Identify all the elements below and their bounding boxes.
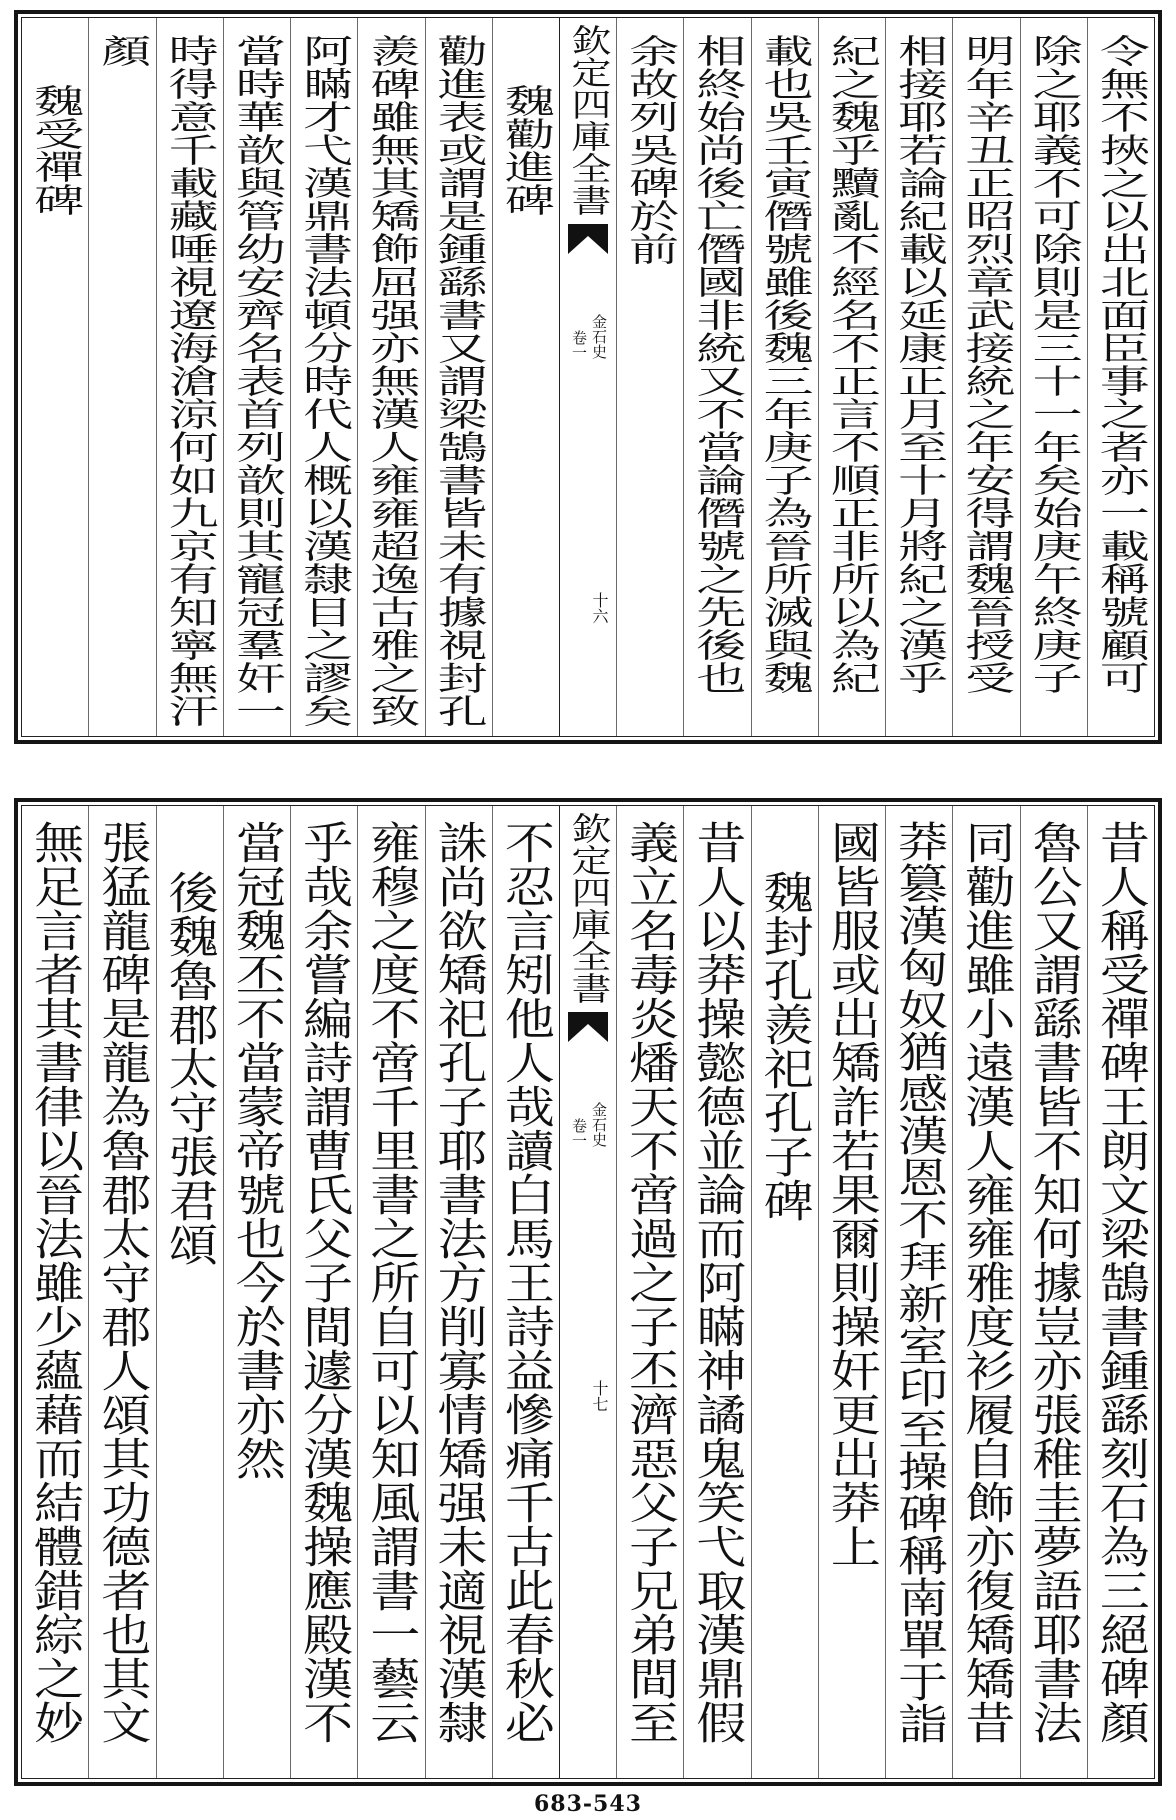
fishtail-mark: [568, 224, 608, 254]
text-column: [156, 18, 223, 736]
column-text: 昔人以莽操懿德並論而阿瞞神譎鬼笑弋取漢鼎假: [688, 820, 747, 1744]
lower-page: [14, 798, 1162, 1786]
text-column: [818, 806, 885, 1778]
volume-label: 卷一: [570, 1118, 588, 1148]
column-text: 明年辛丑正昭烈章武接統之年安得謂魏晉授受: [957, 34, 1016, 694]
text-column: [751, 18, 818, 736]
column-text: 魯公又謂繇書皆不知何據豈亦張稚圭夢語耶書法: [1024, 820, 1083, 1744]
text-column: [952, 18, 1019, 736]
column-text: 余故列吳碑於前: [621, 34, 680, 265]
text-column: [1020, 806, 1087, 1778]
section-heading: 後魏魯郡太守張君頌: [160, 870, 219, 1266]
text-column: [683, 806, 750, 1778]
page-number: 十六: [590, 592, 609, 624]
book-title: 金石史: [590, 314, 608, 359]
banner-title: 欽定四庫全書: [565, 812, 611, 1004]
fishtail-mark: [568, 1012, 608, 1042]
text-column: [223, 806, 290, 1778]
column-text: 相接耶若論紀載以延康正月至十月將紀之漢乎: [890, 34, 949, 694]
column-text: 令無不挾之以出北面臣事之者亦一載稱號顧可: [1091, 34, 1150, 694]
column-grid: [22, 806, 1154, 1778]
text-column: [492, 18, 559, 736]
page-footer-code: 683-543: [534, 1791, 642, 1817]
section-heading: 魏勸進碑: [496, 84, 555, 216]
column-text: 不忍言矧他人哉讀白馬王詩益慘痛千古此春秋必: [496, 820, 555, 1744]
column-text: 雍穆之度不啻千里書之所自可以知風謂書一藝云: [362, 820, 421, 1744]
banner-title: 欽定四庫全書: [565, 24, 611, 216]
column-text: 阿瞞才弋漢鼎書法頓分時代人概以漢隸目之謬矣: [295, 34, 354, 727]
text-column: [492, 806, 559, 1778]
section-heading: 魏受禪碑: [26, 84, 85, 216]
text-column: [88, 18, 155, 736]
column-text: 誅尚欲矯祀孔子耶書法方削寡情矯强未適視漢隸: [429, 820, 488, 1744]
column-text: 勸進表或謂是鍾繇書又謂梁鵠書皆未有據視封孔: [429, 34, 488, 727]
text-column: [223, 18, 290, 736]
column-text: 無足言者其書律以晉法雖少蘊藉而結體錯綜之妙: [26, 820, 85, 1744]
text-column: [885, 18, 952, 736]
book-title: 金石史: [590, 1102, 608, 1147]
text-column: [88, 806, 155, 1778]
text-column: [357, 18, 424, 736]
center-banner: [559, 18, 616, 736]
text-column: [885, 806, 952, 1778]
column-text: 除之耶義不可除則是三十一年矣始庚午終庚子: [1024, 34, 1083, 694]
text-column: [290, 18, 357, 736]
column-text: 義立名毒炎燔天不啻過之子丕濟惡父子兄弟間至: [621, 820, 680, 1744]
column-text: 羨碑雖無其矯飾屈强亦無漢人雍雍超逸古雅之致: [362, 34, 421, 727]
page-frame: [21, 17, 1155, 737]
text-column: [22, 18, 88, 736]
text-column: [1020, 18, 1087, 736]
text-column: [818, 18, 885, 736]
column-text: 當冠魏丕不當蒙帝號也今於書亦然: [227, 820, 286, 1480]
text-column: [751, 806, 818, 1778]
column-text: 同勸進雖小遠漢人雍雍雅度衫履自飾亦復矯矯昔: [957, 820, 1016, 1744]
column-text: 載也吳壬寅僭號雖後魏三年庚子為晉所滅與魏: [755, 34, 814, 694]
column-text: 張猛龍碑是龍為魯郡太守郡人頌其功德者也其文: [93, 820, 152, 1744]
page-number: 十七: [590, 1380, 609, 1412]
text-column: [156, 806, 223, 1778]
column-text: 顏: [93, 34, 152, 67]
column-text: 時得意千載藏唾視遼海滄涼何如九京有知寧無汗: [160, 34, 219, 727]
column-text: 昔人稱受禪碑王朗文梁鵠書鍾繇刻石為三絕碑顏: [1091, 820, 1150, 1744]
column-text: 相終始尚後亡僭國非統又不當論僭號之先後也: [688, 34, 747, 694]
text-column: [1087, 806, 1154, 1778]
column-text: 乎哉余嘗編詩謂曹氏父子間遽分漢魏操應殿漢不: [295, 820, 354, 1744]
text-column: [425, 18, 492, 736]
page-frame: [21, 805, 1155, 1779]
text-column: [952, 806, 1019, 1778]
text-column: [616, 18, 683, 736]
column-text: 紀之魏乎黷亂不經名不正言不順正非所以為紀: [822, 34, 881, 694]
upper-page: [14, 10, 1162, 744]
section-heading: 魏封孔羨祀孔子碑: [755, 870, 814, 1222]
center-banner: [559, 806, 616, 1778]
column-text: 莽篡漢匈奴猶感漢恩不拜新室印至操碑稱南單于詣: [890, 820, 949, 1744]
text-column: [425, 806, 492, 1778]
column-text: 當時華歆與管幼安齊名表首列歆則其寵冠羣奸一: [227, 34, 286, 727]
text-column: [616, 806, 683, 1778]
column-text: 國皆服或出矯詐若果爾則操奸更出莽上: [822, 820, 881, 1568]
text-column: [22, 806, 88, 1778]
text-column: [357, 806, 424, 1778]
text-column: [683, 18, 750, 736]
text-column: [1087, 18, 1154, 736]
column-grid: [22, 18, 1154, 736]
text-column: [290, 806, 357, 1778]
volume-label: 卷一: [570, 330, 588, 360]
